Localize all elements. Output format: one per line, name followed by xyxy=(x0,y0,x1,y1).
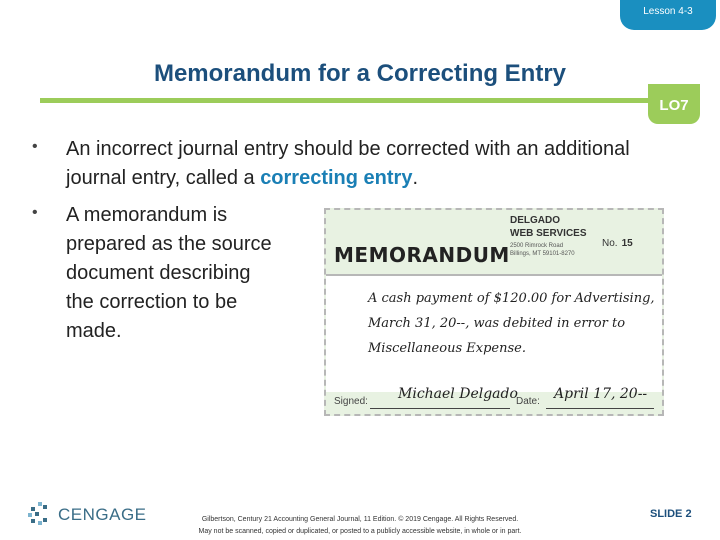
signed-label: Signed: xyxy=(334,396,368,407)
company-address xyxy=(510,242,575,258)
cengage-logo-icon xyxy=(28,502,50,526)
memo-heading: MEMORANDUM xyxy=(334,243,510,267)
learning-objective-badge: LO7 xyxy=(648,84,700,124)
memorandum-form xyxy=(324,208,664,416)
signature: Michael Delgado xyxy=(398,386,518,402)
memo-line: Miscellaneous Expense. xyxy=(368,341,526,356)
slide-number: SLIDE 2 xyxy=(650,508,692,520)
memo-body xyxy=(326,276,662,392)
page-title: Memorandum for a Correcting Entry xyxy=(153,60,567,87)
copyright-notice xyxy=(150,514,570,538)
bullet-text: An incorrect journal entry should be corrected with an additional journal entry, called a xyxy=(66,138,630,189)
memo-line: March 31, 20--, was debited in error to xyxy=(368,316,626,331)
bullet-period: . xyxy=(412,167,419,189)
company-name xyxy=(510,214,587,240)
address-line2: Billings, MT 59101-8270 xyxy=(510,251,575,257)
memo-number-value: 15 xyxy=(621,238,633,249)
signature-row xyxy=(326,386,662,416)
bullet-text: A memorandum is prepared as the source document describing the correction to be made. xyxy=(66,204,272,342)
date-line xyxy=(546,408,654,409)
address-line1: 2500 Rimrock Road xyxy=(510,243,564,249)
bullet-correcting-entry xyxy=(32,135,686,193)
citation-line1: Gilbertson, Century 21 Accounting General Journal, 11 Edition. © 2019 Cengage. All Rights Reserved. xyxy=(201,516,519,523)
key-term: correcting entry xyxy=(260,167,413,189)
company-name-line2: WEB SERVICES xyxy=(510,228,587,239)
memo-number xyxy=(602,238,633,249)
company-name-line1: DELGADO xyxy=(510,215,560,226)
bullet-icon: • xyxy=(32,138,38,155)
signature-line xyxy=(370,408,510,409)
memo-number-label: No. xyxy=(602,238,618,249)
lesson-tab: Lesson 4-3 xyxy=(620,0,716,30)
title-divider xyxy=(40,98,656,103)
date-label: Date: xyxy=(516,396,540,407)
bullet-icon: • xyxy=(32,204,38,221)
memo-line: A cash payment of $120.00 for Advertising, xyxy=(368,291,655,306)
memo-date: April 17, 20-- xyxy=(554,386,648,402)
bullet-memorandum xyxy=(32,201,276,346)
memo-description xyxy=(368,286,658,361)
memo-header xyxy=(326,210,662,276)
citation-line2: May not be scanned, copied or duplicated, or posted to a publicly accessible website, in whole or in part. xyxy=(198,528,522,535)
cengage-logo-text: CENGAGE xyxy=(58,505,147,524)
